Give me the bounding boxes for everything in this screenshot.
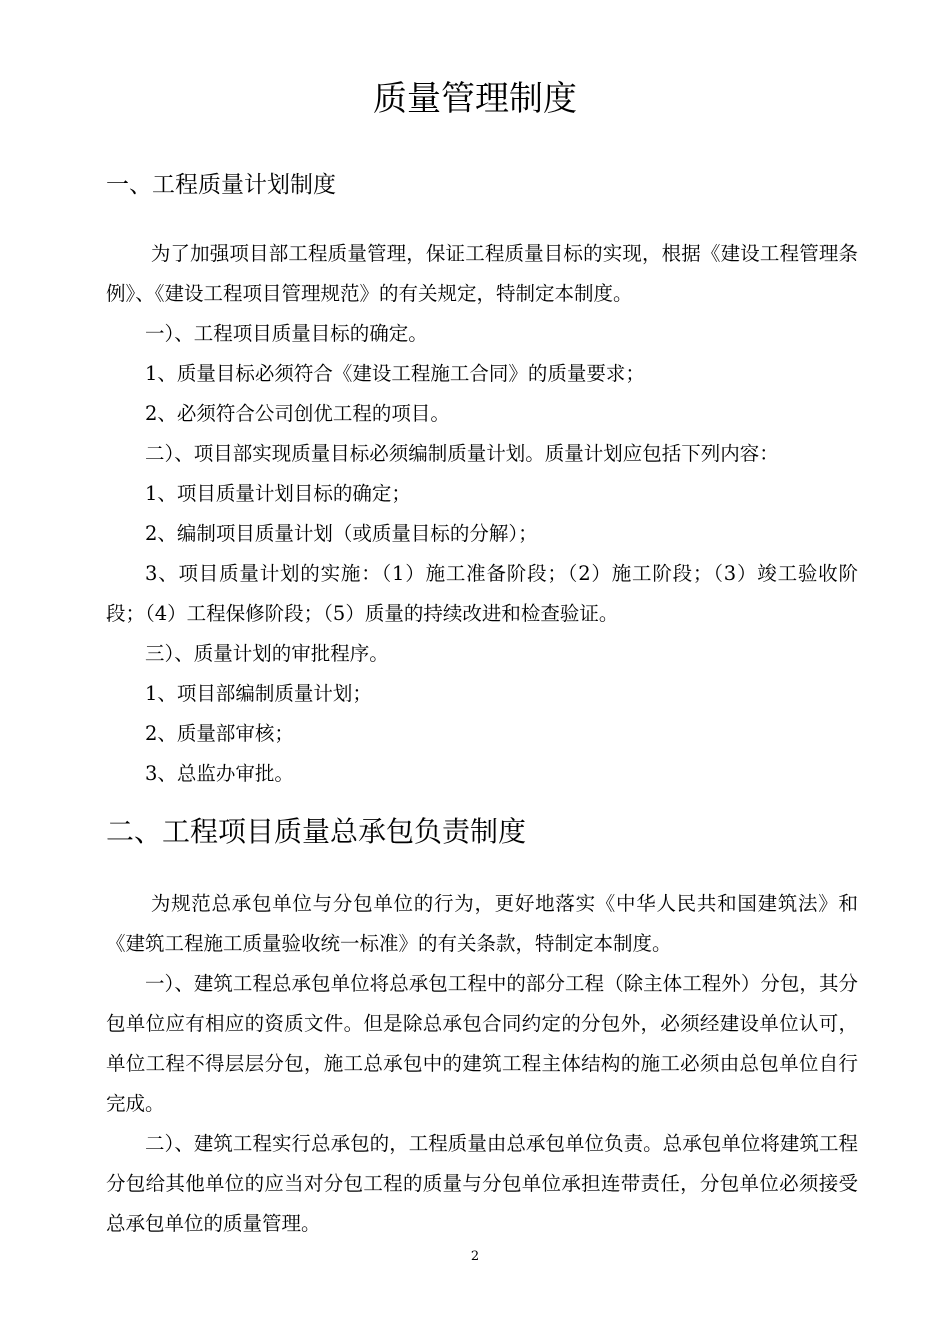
document-title: 质量管理制度 bbox=[373, 79, 577, 119]
section-body-quality-plan bbox=[106, 234, 858, 794]
paragraph: 2、编制项目质量计划（或质量目标的分解）； bbox=[145, 522, 538, 545]
section-body-general-contracting bbox=[106, 884, 858, 1244]
paragraph: 二）、建筑工程实行总承包的，工程质量由总承包单位负责。总承包单位将建筑工程分包给其他单位的应当对分包工程的质量与分包单位承担连带责任，分包单位必须接受总承包单位的质量管理。 bbox=[106, 1132, 858, 1235]
paragraph: 一）、工程项目质量目标的确定。 bbox=[145, 322, 428, 345]
paragraph: 为规范总承包单位与分包单位的行为，更好地落实《中华人民共和国建筑法》和《建筑工程施工质量验收统一标准》的有关条款，特制定本制度。 bbox=[106, 892, 858, 955]
paragraph: 为了加强项目部工程质量管理，保证工程质量目标的实现，根据《建设工程管理条例》、《建设工程项目管理规范》的有关规定，特制定本制度。 bbox=[106, 242, 858, 305]
paragraph: 1、质量目标必须符合《建设工程施工合同》的质量要求； bbox=[145, 362, 645, 385]
paragraph: 3、项目质量计划的实施：（1）施工准备阶段；（2）施工阶段；（3）竣工验收阶段；（4）工程保修阶段；（5）质量的持续改进和检查验证。 bbox=[106, 562, 858, 625]
paragraph: 1、项目部编制质量计划； bbox=[145, 682, 372, 705]
paragraph: 1、项目质量计划目标的确定； bbox=[145, 482, 411, 505]
paragraph: 一）、建筑工程总承包单位将总承包工程中的部分工程（除主体工程外）分包，其分包单位应有相应的资质文件。但是除总承包合同约定的分包外，必须经建设单位认可，单位工程不得层层分包，施工总承包中的建筑工程主体结构的施工必须由总包单位自行完成。 bbox=[106, 972, 858, 1115]
paragraph: 二）、项目部实现质量目标必须编制质量计划。质量计划应包括下列内容： bbox=[145, 442, 779, 465]
paragraph: 2、质量部审核； bbox=[145, 722, 294, 745]
page-number: 2 bbox=[470, 1249, 480, 1264]
paragraph: 3、总监办审批。 bbox=[145, 762, 294, 785]
paragraph: 三）、质量计划的审批程序。 bbox=[145, 642, 389, 665]
section-heading-quality-plan: 一、工程质量计划制度 bbox=[106, 172, 336, 198]
paragraph: 2、必须符合公司创优工程的项目。 bbox=[145, 402, 450, 425]
section-heading-general-contracting: 二、工程项目质量总承包负责制度 bbox=[106, 815, 527, 848]
